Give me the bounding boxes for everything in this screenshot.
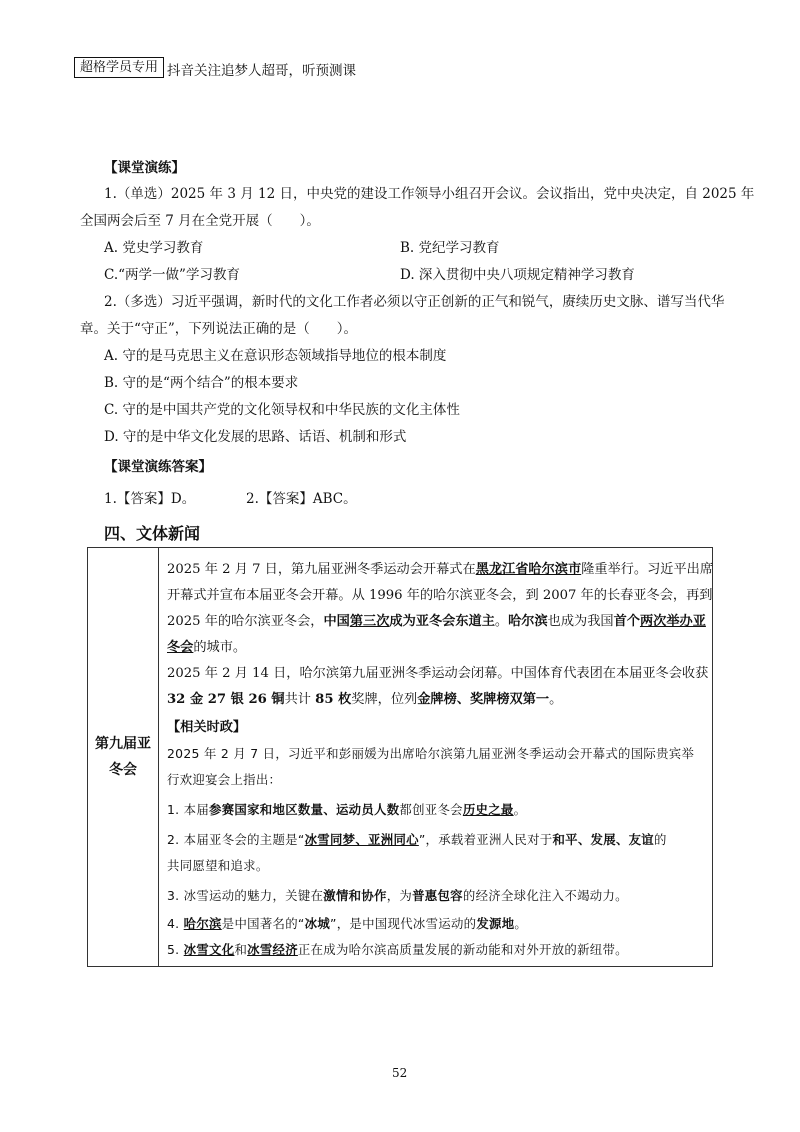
- news-content-cell: [159, 548, 713, 967]
- related-item-2: [167, 830, 667, 850]
- text: ”，是中国现代冰雪运动的: [330, 916, 477, 931]
- news-label-cell: [88, 548, 159, 967]
- answer-1: 1.【答案】D。: [104, 491, 196, 507]
- text: 的经济全球化注入不竭动力。: [462, 888, 628, 903]
- text: ，为: [386, 888, 413, 903]
- text: 2. 本届亚冬会的主题是“: [167, 832, 305, 847]
- q2-option-b: B. 守的是“两个结合”的根本要求: [104, 375, 299, 391]
- highlight-bold: 85 枚: [315, 692, 352, 707]
- highlight-bold: 参赛国家和地区数量、运动员人数: [209, 802, 400, 817]
- text: 也成为我国: [547, 614, 614, 629]
- news-p1-line4: [167, 638, 246, 658]
- page-number: 52: [392, 1066, 408, 1080]
- highlight-underline: 黑龙江省哈尔滨市: [475, 562, 582, 577]
- highlight-bold: 哈尔滨: [508, 614, 548, 629]
- text: 。: [514, 916, 528, 931]
- highlight-underline: 冰雪文化: [183, 942, 235, 957]
- header-text: 抖音关注追梦人超哥，听预测课: [167, 63, 356, 79]
- text: 隆重举行。习近平出席: [581, 562, 714, 577]
- related-item-3: [167, 886, 628, 906]
- text: 的城市。: [193, 640, 247, 655]
- answer-2: 2.【答案】ABC。: [246, 491, 357, 507]
- text: 。: [549, 692, 563, 707]
- highlight-underline: 冰雪经济: [247, 942, 298, 957]
- highlight-bold: 发源地: [476, 916, 515, 931]
- news-label-line1: 第九届亚: [95, 736, 151, 752]
- news-p1-line1: [167, 560, 713, 580]
- text: 5.: [167, 942, 184, 957]
- related-intro-line2: 行欢迎宴会上指出：: [167, 772, 282, 787]
- practice-title: 【课堂演练】: [104, 160, 185, 176]
- text: 是中国著名的“: [221, 916, 305, 931]
- q1-line2: 全国两会后至 7 月在全党开展（ ）。: [80, 213, 320, 229]
- text: 正在成为哈尔滨高质量发展的新动能和对外开放的新纽带。: [297, 942, 628, 957]
- q2-option-a: A. 守的是马克思主义在意识形态领域指导地位的根本制度: [104, 348, 447, 364]
- news-p1-line3: [167, 612, 706, 632]
- text: 3. 冰雪运动的魅力，关键在: [167, 888, 324, 903]
- text: ”，承载着亚洲人民对于: [418, 832, 553, 847]
- highlight-underline: 冬会: [167, 640, 194, 655]
- text: 。: [494, 614, 509, 629]
- text: 奖牌，位列: [351, 692, 418, 707]
- news-p2-line2: [167, 690, 562, 710]
- related-item-5: [167, 940, 628, 960]
- related-item-4: [167, 914, 527, 934]
- highlight-underline: 冰雪同梦、亚洲同心: [304, 832, 419, 847]
- related-item-1: [167, 800, 526, 820]
- news-label-line2: 冬会: [109, 762, 137, 778]
- text: 4.: [167, 916, 184, 931]
- section-4-title: 四、文体新闻: [104, 524, 201, 543]
- highlight-bold: 首个: [613, 614, 640, 629]
- text: 2025 年的哈尔滨亚冬会，: [167, 614, 324, 629]
- highlight-bold: 金牌榜、奖牌榜双第一: [417, 692, 550, 707]
- text: 和: [234, 942, 248, 957]
- q2-option-d: D. 守的是中华文化发展的思路、话语、机制和形式: [104, 429, 407, 445]
- text: 都创亚冬会: [399, 802, 463, 817]
- news-p2-line1: 2025 年 2 月 14 日，哈尔滨第九届亚洲冬季运动会闭幕。中国体育代表团在本届亚冬会收获: [167, 666, 709, 681]
- q2-line2: 章。关于“守正”，下列说法正确的是（ ）。: [80, 321, 358, 337]
- highlight-underline: 两次举办亚: [639, 614, 706, 629]
- text: 。: [513, 802, 527, 817]
- q1-option-c: C.“两学一做”学习教育: [104, 267, 240, 283]
- related-title: 【相关时政】: [167, 720, 247, 735]
- highlight-bold: 普惠包容: [412, 888, 463, 903]
- q1-option-b: B. 党纪学习教育: [400, 240, 500, 256]
- highlight-bold: 冰城: [304, 916, 331, 931]
- text: 1. 本届: [167, 802, 210, 817]
- q1-option-d: D. 深入贯彻中央八项规定精神学习教育: [400, 267, 635, 283]
- highlight-bold: 中国: [323, 614, 350, 629]
- text: 共计: [284, 692, 316, 707]
- q1-line1: 1.（单选）2025 年 3 月 12 日，中央党的建设工作领导小组召开会议。会议指出，党中央决定，自 2025 年: [104, 186, 755, 202]
- related-item-2-line2: 共同愿望和追求。: [167, 858, 269, 873]
- answers-title: 【课堂演练答案】: [104, 459, 212, 475]
- highlight-underline: 哈尔滨: [183, 916, 222, 931]
- related-intro-line1: 2025 年 2 月 7 日，习近平和彭丽媛为出席哈尔滨第九届亚洲冬季运动会开幕式的国际贵宾举: [167, 746, 695, 761]
- highlight-underline: 第三次: [349, 614, 390, 629]
- q2-option-c: C. 守的是中国共产党的文化领导权和中华民族的文化主体性: [104, 402, 460, 418]
- q1-option-a: A. 党史学习教育: [104, 240, 204, 256]
- highlight-bold: 32 金 27 银 26 铜: [167, 692, 285, 707]
- highlight-bold: 和平、发展、友谊: [552, 832, 654, 847]
- highlight-bold: 激情和协作: [323, 888, 387, 903]
- highlight-underline: 历史之最: [462, 802, 514, 817]
- news-table: [87, 547, 713, 967]
- news-p1-line2: 开幕式并宣布本届亚冬会开幕。从 1996 年的哈尔滨亚冬会，到 2007 年的长春亚冬会，再到: [167, 588, 713, 603]
- text: 2025 年 2 月 7 日，第九届亚洲冬季运动会开幕式在: [167, 562, 476, 577]
- highlight-bold: 成为亚冬会东道主: [389, 614, 495, 629]
- header-tag: 超格学员专用: [74, 57, 164, 78]
- q2-line1: 2.（多选）习近平强调，新时代的文化工作者必须以守正创新的正气和锐气，赓续历史文脉、谱写当代华: [104, 294, 725, 310]
- text: 的: [654, 832, 667, 847]
